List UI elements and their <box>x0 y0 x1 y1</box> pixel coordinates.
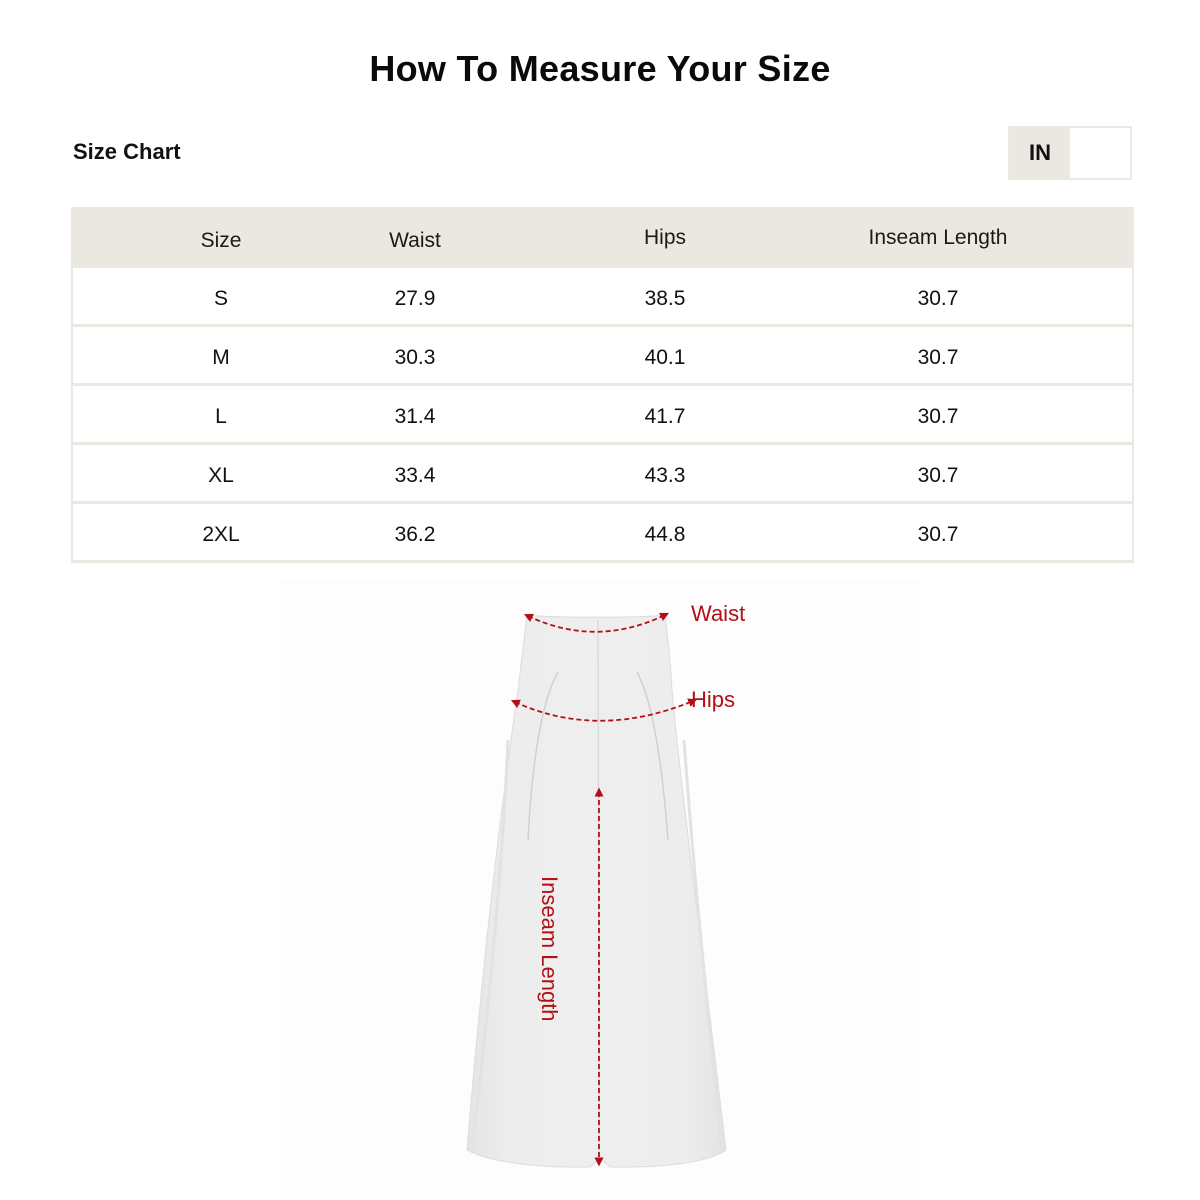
cell-size: XL <box>208 464 234 487</box>
size-chart-label: Size Chart <box>73 139 181 164</box>
cell-size: 2XL <box>202 523 240 546</box>
unit-option-in[interactable]: IN <box>1010 128 1070 178</box>
inseam-annotation: Inseam Length <box>537 876 562 1022</box>
table-header <box>73 207 1132 268</box>
cell-inseam: 30.7 <box>917 346 959 369</box>
cell-size: M <box>212 346 230 369</box>
wide-leg-pants-illustration <box>280 580 920 1200</box>
unit-option-alt[interactable] <box>1070 128 1130 178</box>
column-header-inseam: Inseam Length <box>868 225 1008 249</box>
table-row <box>73 268 1132 327</box>
cell-size: S <box>213 287 228 310</box>
cell-hips: 40.1 <box>644 346 686 369</box>
column-header-hips: Hips <box>643 225 686 249</box>
column-header-size: Size <box>200 228 242 252</box>
cell-hips: 38.5 <box>644 287 686 310</box>
table-row <box>73 386 1132 445</box>
column-header-waist: Waist <box>389 228 441 252</box>
cell-waist: 30.3 <box>394 346 436 369</box>
cell-inseam: 30.7 <box>917 287 959 310</box>
size-table <box>71 207 1134 563</box>
measurement-figure <box>280 580 920 1200</box>
cell-waist: 36.2 <box>394 523 436 546</box>
table-row <box>73 327 1132 386</box>
waist-annotation: Waist <box>691 601 746 626</box>
cell-inseam: 30.7 <box>917 464 959 487</box>
cell-inseam: 30.7 <box>917 523 959 546</box>
cell-waist: 33.4 <box>394 464 436 487</box>
cell-waist: 27.9 <box>394 287 436 310</box>
cell-hips: 44.8 <box>644 523 686 546</box>
table-row <box>73 445 1132 504</box>
cell-hips: 41.7 <box>644 405 686 428</box>
hips-annotation: Hips <box>691 687 736 712</box>
cell-size: L <box>215 405 227 428</box>
table-row <box>73 504 1132 563</box>
cell-inseam: 30.7 <box>917 405 959 428</box>
cell-waist: 31.4 <box>394 405 436 428</box>
cell-hips: 43.3 <box>644 464 686 487</box>
unit-toggle[interactable] <box>1008 126 1132 180</box>
page-title: How To Measure Your Size <box>369 48 831 89</box>
